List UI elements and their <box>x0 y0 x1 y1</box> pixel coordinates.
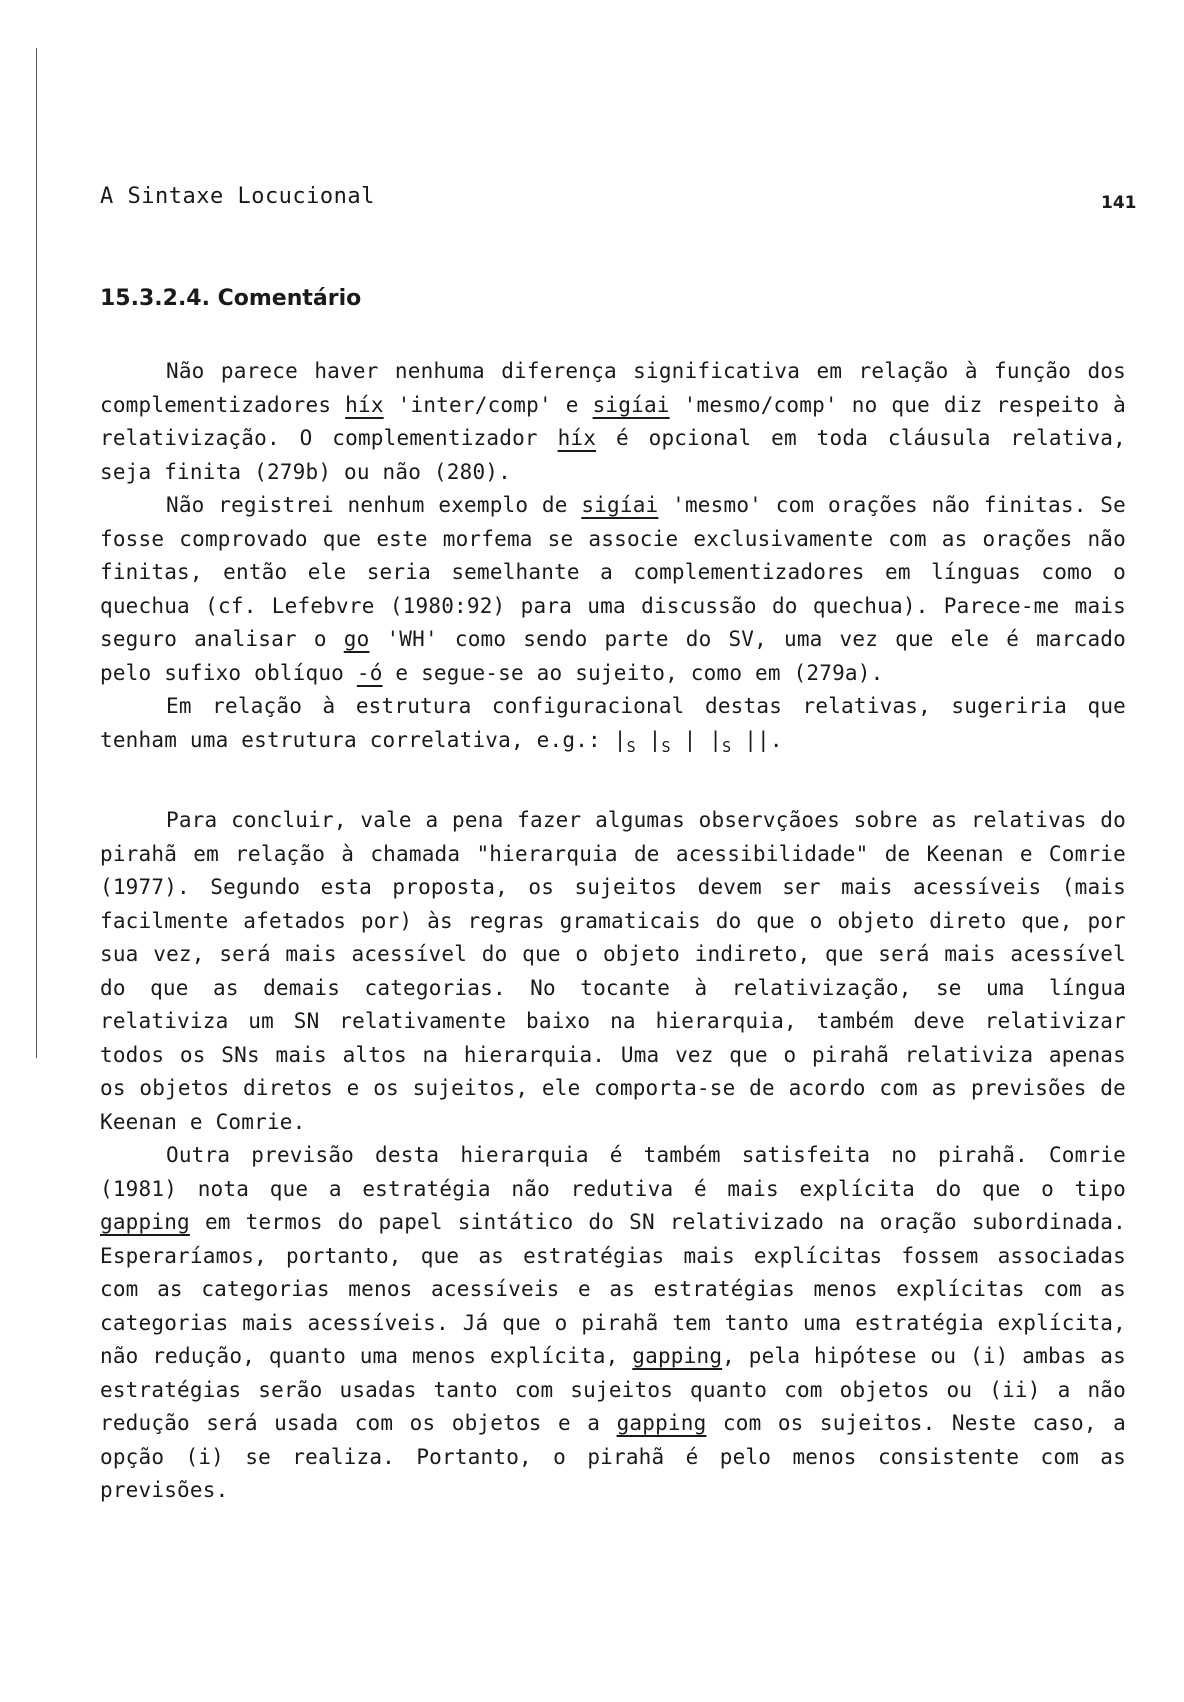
term-gapping: gapping <box>616 1411 707 1436</box>
paragraph-2: Não registrei nenhum exemplo de sigíai 'mesmo' com orações não finitas. Se fosse comprovado que este morfema se associe exclusivamente com as orações não finitas, então ele seria semelhante a complementizadores em línguas como o quechua (cf. Lefebvre (1980:92) para uma discussão do quechua). Parece-me mais seguro analisar o go 'WH' como sendo parte do SV, uma vez que ele é marcado pelo sufixo oblíquo -ó e segue-se ao sujeito, como em (279a). <box>100 493 1126 685</box>
paragraph-3: Em relação à estrutura configuracional destas relativas, sugeriria que tenham uma estrutura correlativa, e.g.: $|_S$ $|_S$ | $|_S$ ||. <box>100 694 1126 756</box>
term-hix: híx <box>557 426 597 450</box>
binding-margin-line <box>36 48 37 1058</box>
body-text <box>100 355 1126 1508</box>
paragraph-5: Outra previsão desta hierarquia é também satisfeita no pirahã. Comrie (1981) nota que a estratégia não redutiva é mais explícita do que o tipo gapping em termos do papel sintático do SN relativizado na oração subordinada. Esperaríamos, portanto, que as estratégias mais explícitas fossem associadas com as categorias menos acessíveis e as estratégias menos explícitas com as categorias mais acessíveis. Já que o pirahã tem tanto uma estratégia explícita, não redução, quanto uma menos explícita, gapping, pela hipótese ou (i) ambas as estratégias serão usadas tanto com sujeitos quanto com objetos ou (ii) a não redução será usada com os objetos e a gapping com os sujeitos. Neste caso, a opção (i) se realiza. Portanto, o pirahã é pelo menos consistente com as previsões. <box>100 1143 1126 1503</box>
term-go: go <box>343 627 370 651</box>
bracket-formula: $|_S$ $|_S$ | $|_S$ || <box>613 727 770 756</box>
term-hix: híx <box>345 392 384 417</box>
term-sigiai: sigíai <box>592 392 670 417</box>
suffix-o: -ó <box>356 660 383 685</box>
term-gapping: gapping <box>632 1344 723 1369</box>
term-gapping: gapping <box>100 1210 190 1235</box>
term-sigiai: sigíai <box>581 493 659 517</box>
paragraph-4: Para concluir, vale a pena fazer algumas observçãoes sobre as relativas do pirahã em relação à chamada "hierarquia de acessibilidade" de Keenan e Comrie (1977). Segundo esta proposta, os sujeitos devem ser mais acessíveis (mais facilmente afetados por) às regras gramaticais do que o objeto direto que, por sua vez, será mais acessível do que o objeto indireto, que será mais acessível do que as demais categorias. No tocante à relativização, se uma língua relativiza um SN relativamente baixo na hierarquia, também deve relativizar todos os SNs mais altos na hierarquia. Uma vez que o pirahã relativiza apenas os objetos diretos e os sujeitos, ele comporta-se de acordo com as previsões de Keenan e Comrie. <box>100 808 1126 1134</box>
section-heading: 15.3.2.4. Comentário <box>100 286 362 311</box>
paragraph-1: Não parece haver nenhuma diferença significativa em relação à função dos complementizadores híx 'inter/comp' e sigíai 'mesmo/comp' no que diz respeito à relativização. O complementizador híx é opcional em toda cláusula relativa, seja finita (279b) ou não (280). <box>100 359 1126 484</box>
running-head: A Sintaxe Locucional <box>100 184 375 209</box>
page-number: 141 <box>1101 193 1137 213</box>
